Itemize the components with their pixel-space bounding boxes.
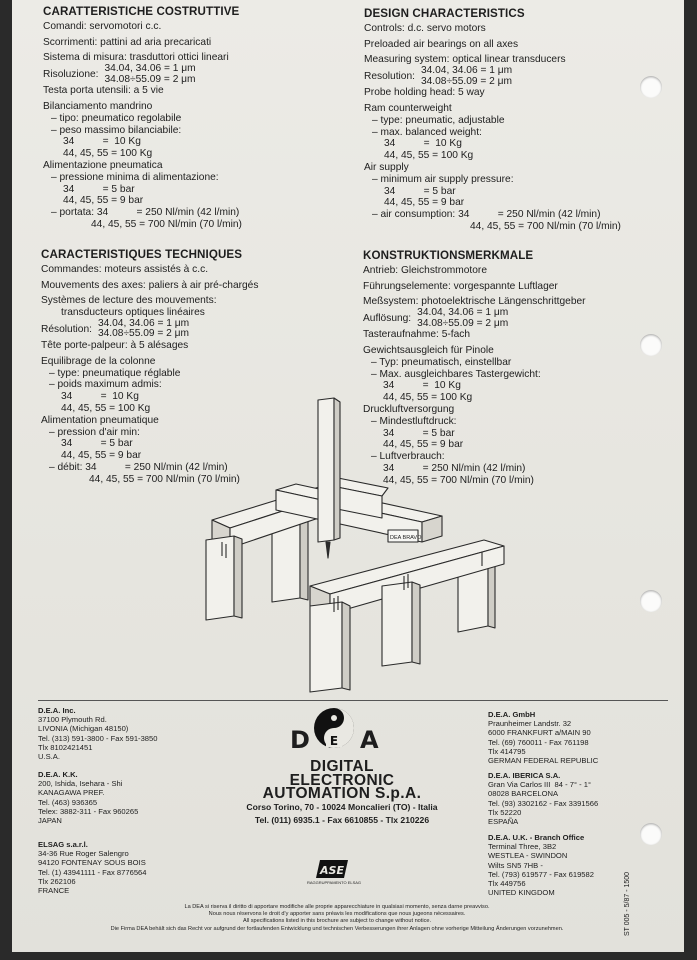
office-address: Praunheimer Landstr. 32 6000 FRANKFURT a/MAIN 90 Tel. (69) 760011 - Fax 761198 Tlx 414795 GERMAN FEDERAL REPUBLIC <box>488 719 599 766</box>
spec-line: Measuring system: optical linear transducers <box>364 54 566 66</box>
spec-line: – max. balanced weight: <box>372 126 482 138</box>
spec-line: – type: pneumatic, adjustable <box>372 114 505 126</box>
resolution-block <box>364 66 664 87</box>
spec-line: Probe holding head: 5 way <box>364 87 485 99</box>
office-name: D.E.A. IBERICA S.A. <box>488 771 561 780</box>
section-title: CARATTERISTICHE COSTRUTTIVE <box>43 5 240 18</box>
spec-line: 44, 45, 55 = 100 Kg <box>61 402 151 414</box>
spec-line: Mouvements des axes: paliers à air pré-chargés <box>41 279 259 291</box>
headquarters-address <box>212 801 472 827</box>
spec-line: Führungselemente: vorgespannte Luftlager <box>363 280 558 292</box>
office-address: Terminal Three, 3B2 WESTLEA - SWINDON Wilts SN5 7HB - Tel. (793) 619577 - Fax 619582 Tlx 449756 UNITED KINGDOM <box>488 842 594 898</box>
resolution-block <box>43 64 343 85</box>
spec-line: transducteurs optiques linéaires <box>61 307 205 319</box>
office-address: Gran Via Carlos III 84 - 7° - 1° 08028 BARCELONA Tel. (93) 3302162 - Fax 3391566 Tlx 52220 ESPAÑA <box>488 780 599 827</box>
spec-line: – minimum air supply pressure: <box>372 173 514 185</box>
dea-logo <box>280 704 388 760</box>
resolution-label: Risoluzione: <box>43 68 99 80</box>
ase-emblem <box>304 856 364 892</box>
cmm-machine-illustration <box>192 390 512 700</box>
office-address: 34-36 Rue Roger Salengro 94120 FONTENAY SOUS BOIS Tel. (1) 43941111 - Fax 8776564 Tlx 262106 FRANCE <box>38 849 147 896</box>
spec-line: Controls: d.c. servo motors <box>364 22 486 34</box>
resolution-value: 34.04, 34.06 = 1 μm <box>417 307 509 319</box>
spec-line: 44, 45, 55 = 100 Kg <box>383 392 473 404</box>
spec-line: – poids maximum admis: <box>49 379 162 391</box>
spec-line: 44, 45, 55 = 9 bar <box>63 195 144 207</box>
spec-line: – débit: 34 = 250 Nl/min (42 l/min) <box>49 461 228 473</box>
section-italian <box>43 6 343 231</box>
disclaimer-line: La DEA si riserva il diritto di apportare modifiche alle proprie apparecchiature in qualsiasi momento, senza darne preavviso. <box>184 904 490 910</box>
resolution-label: Auflösung: <box>363 312 412 324</box>
spec-line: 34 = 5 bar <box>63 183 135 195</box>
office-uk <box>488 833 594 897</box>
spec-line: – Mindestluftdruck: <box>371 415 457 427</box>
document-code: ST 005 - 5/87 - 1500 <box>624 871 631 936</box>
spec-line: – type: pneumatique réglable <box>49 367 181 379</box>
spec-line: – portata: 34 = 250 Nl/min (42 l/min) <box>51 207 240 219</box>
office-name: ELSAG s.a.r.l. <box>38 840 88 849</box>
disclaimer-line: All specifications listed in this brochure are subject to change without notice. <box>242 918 432 925</box>
ase-subtitle: RAGGRUPPAMENTO ELSAG <box>306 880 362 885</box>
spec-line: 44, 45, 55 = 9 bar <box>384 197 465 209</box>
office-france <box>38 840 147 895</box>
spec-line: – Luftverbrauch: <box>371 451 445 463</box>
spec-line: Scorrimenti: pattini ad aria precaricati <box>43 36 212 48</box>
spec-line: Tête porte-palpeur: à 5 alésages <box>41 339 189 351</box>
spec-line: 34 = 5 bar <box>383 427 455 439</box>
spec-line: Equilibrage de la colonne <box>41 355 156 367</box>
disclaimer <box>32 904 642 933</box>
resolution-label: Résolution: <box>41 323 92 335</box>
spec-line: – Typ: pneumatisch, einstellbar <box>371 356 512 368</box>
office-japan <box>38 770 138 825</box>
spec-line: 34 = 5 bar <box>384 185 456 197</box>
section-english <box>364 8 664 233</box>
svg-text:ASE: ASE <box>320 864 344 877</box>
spec-line: 44, 45, 55 = 100 Kg <box>63 148 153 160</box>
disclaimer-line: Nous nous réservons le droit d'y apporter sans préavis les modifications que nous jugeons nécessaires. <box>208 911 466 918</box>
spec-line: 34 = 250 Nl/min (42 l/min) <box>383 462 526 474</box>
resolution-block <box>363 308 663 329</box>
spec-line: Meßsystem: photoelektrische Längenschrittgeber <box>363 296 586 308</box>
spec-line: Tasteraufnahme: 5-fach <box>363 329 471 341</box>
spec-line: Gewichtsausgleich für Pinole <box>363 344 494 356</box>
spec-line: 34 = 10 Kg <box>383 380 461 392</box>
spec-line: 34 = 5 bar <box>61 438 133 450</box>
spec-line: 44, 45, 55 = 700 Nl/min (70 l/min) <box>383 474 534 486</box>
resolution-value: 34.04, 34.06 = 1 μm <box>104 63 196 75</box>
resolution-label: Resolution: <box>364 70 415 82</box>
office-germany <box>488 710 598 765</box>
spec-line: Testa porta utensili: a 5 vie <box>43 85 164 97</box>
spec-line: Antrieb: Gleichstrommotore <box>363 264 487 276</box>
company-name-line: AUTOMATION S.p.A. <box>262 785 422 802</box>
office-address: 200, Ishida, Isehara - Shi KANAGAWA PREF. Tel. (463) 936365 Telex: 3882-311 - Fax 960265 JAPAN <box>38 779 139 826</box>
spec-line: Air supply <box>364 161 409 173</box>
section-title: KONSTRUKTIONSMERKMALE <box>363 249 534 262</box>
machine-label: DEA BRAVO <box>390 535 422 541</box>
spec-line: – pressione minima di alimentazione: <box>51 171 219 183</box>
hq-contacts: Tel. (011) 6935.1 - Fax 6610855 - Tlx 210226 <box>254 815 430 825</box>
spec-line: Druckluftversorgung <box>363 403 455 415</box>
logo-letter-a: A <box>360 726 379 754</box>
spec-line: – air consumption: 34 = 250 Nl/min (42 l/min) <box>372 209 601 221</box>
office-usa <box>38 706 157 761</box>
spec-line: Bilanciamento mandrino <box>43 100 153 112</box>
spec-line: Commandes: moteurs assistés à c.c. <box>41 263 209 275</box>
section-title: CARACTERISTIQUES TECHNIQUES <box>41 248 243 261</box>
spec-line: 34 = 10 Kg <box>63 136 141 148</box>
logo-letter-d: D <box>290 726 310 754</box>
spec-line: Alimentazione pneumatica <box>43 159 163 171</box>
spec-line: Ram counterweight <box>364 102 452 114</box>
divider <box>38 700 668 701</box>
office-spain <box>488 771 598 826</box>
spec-line: – Max. ausgleichbares Tastergewicht: <box>371 368 541 380</box>
office-address: 37100 Plymouth Rd. LIVONIA (Michigan 48150) Tel. (313) 591-3800 - Fax 591-3850 Tlx 8102421451 U.S.A. <box>38 715 158 762</box>
spec-line: 44, 45, 55 = 9 bar <box>383 439 464 451</box>
spec-line: 34 = 10 Kg <box>384 138 462 150</box>
company-name-line: ELECTRONIC <box>289 771 395 789</box>
company-name-line: DIGITAL <box>310 758 374 775</box>
spec-line: 44, 45, 55 = 9 bar <box>61 450 142 462</box>
disclaimer-line: Die Firma DEA behält sich das Recht vor aufgrund der fortlaufenden Entwicklung und technischen Verbesserungen ihrer Anlagen ohne vorherige Mitteilung Änderungen vorzunehmen. <box>110 925 564 932</box>
spec-line: – tipo: pneumatico regolabile <box>51 112 182 124</box>
spec-line: 44, 45, 55 = 700 Nl/min (70 l/min) <box>89 473 240 485</box>
brochure-page <box>12 0 684 952</box>
spec-line: Sistema di misura: trasduttori ottici lineari <box>43 52 229 64</box>
resolution-value: 34.08÷55.09 = 2 μm <box>97 328 190 340</box>
office-name: D.E.A. GmbH <box>488 710 536 719</box>
spec-line: – peso massimo bilanciabile: <box>51 124 182 136</box>
resolution-value: 34.04, 34.06 = 1 μm <box>420 65 513 77</box>
hq-street: Corso Torino, 70 - 10024 Moncalieri (TO) - Italia <box>246 802 438 812</box>
resolution-value: 34.08÷55.09 = 2 μm <box>104 73 196 85</box>
office-name: D.E.A. K.K. <box>38 770 78 779</box>
resolution-value: 34.04, 34.06 = 1 μm <box>97 317 190 329</box>
company-name <box>222 760 462 801</box>
resolution-value: 34.08÷55.09 = 2 μm <box>420 75 513 87</box>
spec-line: 44, 45, 55 = 700 Nl/min (70 l/min) <box>91 218 242 230</box>
spec-line: Alimentation pneumatique <box>41 414 159 426</box>
spec-line: Comandi: servomotori c.c. <box>43 20 162 32</box>
ase-logo <box>304 856 364 892</box>
spec-line: 44, 45, 55 = 100 Kg <box>384 150 474 162</box>
binder-hole <box>640 823 662 845</box>
spec-line: 44, 45, 55 = 700 Nl/min (70 l/min) <box>470 220 621 232</box>
office-name: D.E.A. Inc. <box>38 706 76 715</box>
spec-line: 34 = 10 Kg <box>61 391 139 403</box>
svg-text:E: E <box>329 734 339 748</box>
resolution-block <box>41 319 341 340</box>
spec-line: – pression d'air min: <box>49 426 140 438</box>
section-title: DESIGN CHARACTERISTICS <box>364 7 525 20</box>
office-name: D.E.A. U.K. - Branch Office <box>488 833 585 842</box>
spec-line: Systèmes de lecture des mouvements: <box>41 295 217 307</box>
binder-hole <box>640 590 662 612</box>
spec-line: Preloaded air bearings on all axes <box>364 38 519 50</box>
resolution-value: 34.08÷55.09 = 2 μm <box>417 317 509 329</box>
